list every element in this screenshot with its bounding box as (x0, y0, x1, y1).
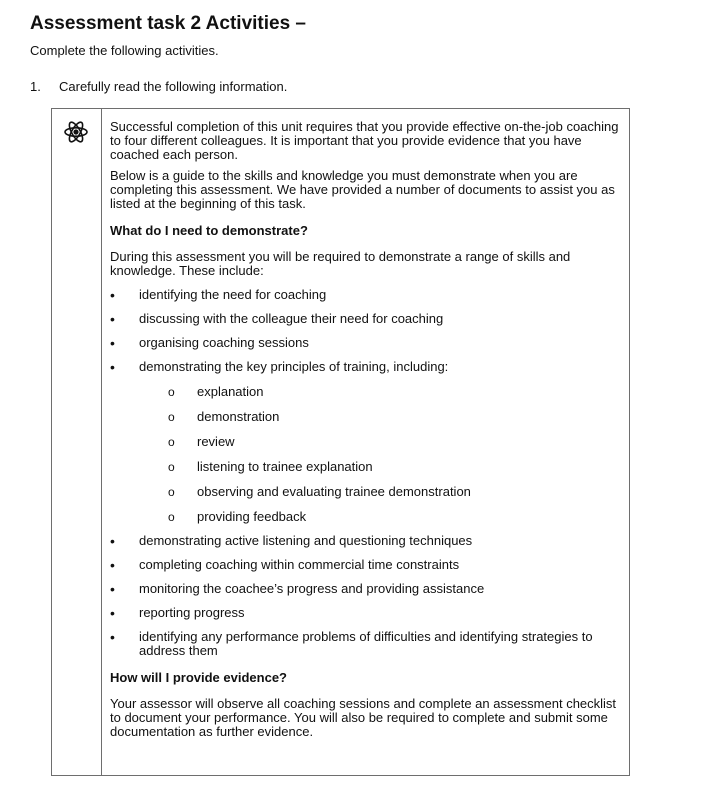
paragraph-3: During this assessment you will be required to demonstrate a range of skills and knowledge. These include: (110, 249, 571, 278)
list-item: • discussing with the colleague their need for coaching (110, 312, 625, 326)
step-1 (30, 79, 287, 95)
sub-list-item: o demonstration (139, 410, 625, 424)
page-title: Assessment task 2 Activities – (30, 13, 307, 34)
heading-demonstrate: What do I need to demonstrate? (110, 223, 308, 238)
icon-column (52, 109, 102, 775)
sub-list-item: o explanation (139, 385, 625, 399)
training-sub-list (139, 385, 625, 524)
atom-icon (63, 119, 89, 145)
list-item: • demonstrating active listening and questioning techniques (110, 534, 625, 548)
sub-list-item: o listening to trainee explanation (139, 460, 625, 474)
step-number: 1. (30, 79, 41, 94)
list-item: • reporting progress (110, 606, 625, 620)
list-item: • completing coaching within commercial time constraints (110, 558, 625, 572)
list-item: • organising coaching sessions (110, 336, 625, 350)
heading-evidence: How will I provide evidence? (110, 670, 287, 685)
list-item: • monitoring the coachee’s progress and providing assistance (110, 582, 625, 596)
info-content (110, 120, 625, 739)
list-item-label: demonstrating the key principles of training, including: (139, 359, 449, 374)
sub-list-item: o providing feedback (139, 510, 625, 524)
paragraph-4: Your assessor will observe all coaching sessions and complete an assessment checklist to document your performance. You will also be required to complete and submit some documentation as further evidence. (110, 696, 617, 739)
skills-list (110, 288, 625, 658)
sub-list-item: o observing and evaluating trainee demonstration (139, 485, 625, 499)
list-item-training (110, 360, 625, 524)
paragraph-2: Below is a guide to the skills and knowledge you must demonstrate when you are completing this assessment. We have provided a number of documents to assist you as listed at the beginning of this task. (110, 168, 615, 211)
list-item: • identifying any performance problems of difficulties and identifying strategies to address them (110, 630, 625, 658)
paragraph-1: Successful completion of this unit requires that you provide effective on-the-job coaching to four different colleagues. It is important that you provide evidence that you have coached each person. (110, 119, 619, 162)
info-box (51, 108, 630, 776)
intro-text: Complete the following activities. (30, 43, 219, 58)
list-item: • identifying the need for coaching (110, 288, 625, 302)
step-text: Carefully read the following information. (59, 79, 288, 94)
sub-list-item: o review (139, 435, 625, 449)
